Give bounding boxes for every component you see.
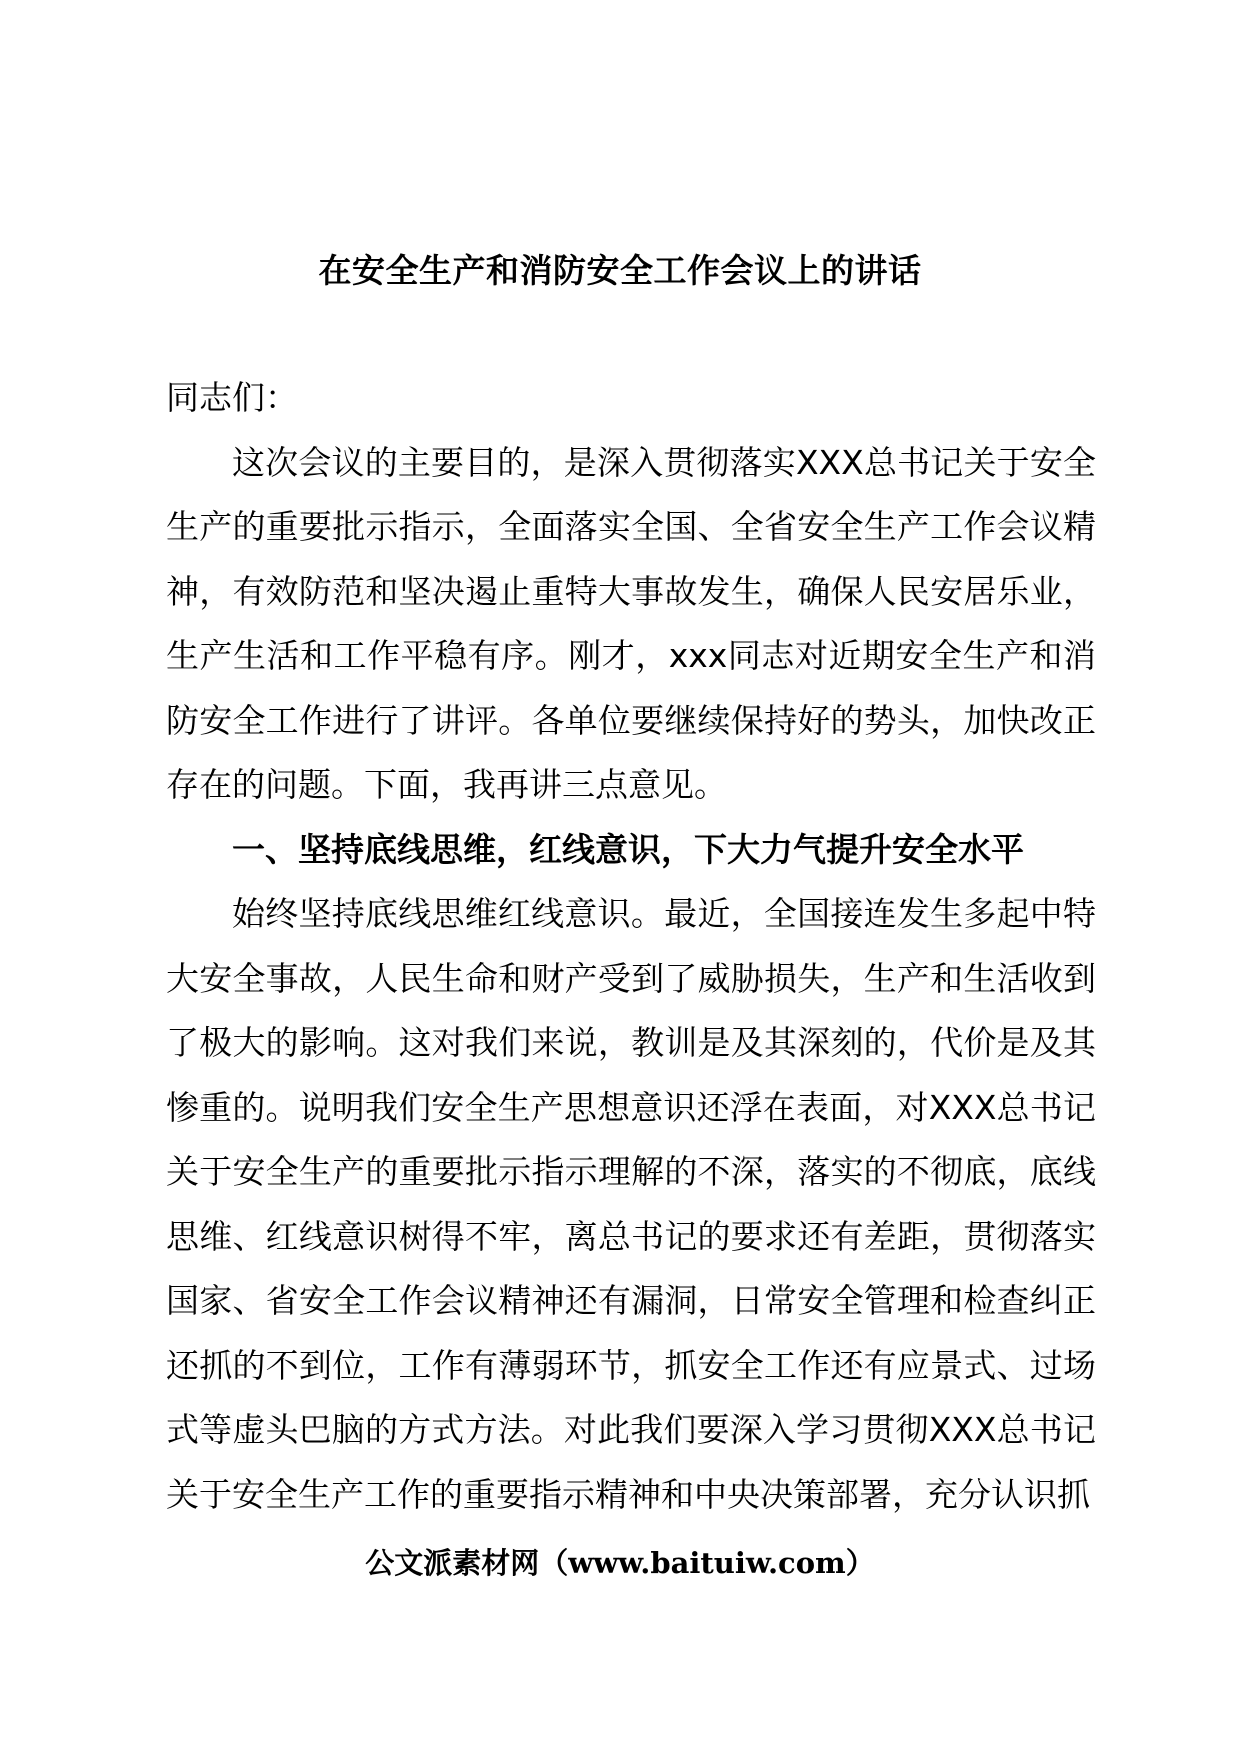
- salutation: 同志们：: [166, 378, 298, 417]
- section-heading-1: 一、坚持底线思维，红线意识，下大力气提升安全水平: [232, 829, 1024, 869]
- document-body: [166, 366, 1096, 1527]
- document-title: 在安全生产和消防安全工作会议上的讲话: [318, 251, 922, 290]
- watermark-footer: 公文派素材网（www.baituiw.com）: [365, 1546, 875, 1580]
- paragraph-intro: 这次会议的主要目的，是深入贯彻落实XXX总书记关于安全生产的重要批示指示，全面落实全国、全省安全生产工作会议精神，有效防范和坚决遏止重特大事故发生，确保人民安居乐业，生产生活和工作平稳有序。刚才，xxx同志对近期安全生产和消防安全工作进行了讲评。各单位要继续保持好的势头，加快改正存在的问题。下面，我再讲三点意见。: [166, 442, 1096, 804]
- paragraph-section-1: 始终坚持底线思维红线意识。最近，全国接连发生多起中特大安全事故，人民生命和财产受到了威胁损失，生产和生活收到了极大的影响。这对我们来说，教训是及其深刻的，代价是及其惨重的。说明我们安全生产思想意识还浮在表面，对XXX总书记关于安全生产的重要批示指示理解的不深，落实的不彻底，底线思维、红线意识树得不牢，离总书记的要求还有差距，贯彻落实国家、省安全工作会议精神还有漏洞，日常安全管理和检查纠正还抓的不到位，工作有薄弱环节，抓安全工作还有应景式、过场式等虚头巴脑的方式方法。对此我们要深入学习贯彻XXX总书记关于安全生产工作的重要指示精神和中央决策部署，充分认识抓: [166, 894, 1096, 1514]
